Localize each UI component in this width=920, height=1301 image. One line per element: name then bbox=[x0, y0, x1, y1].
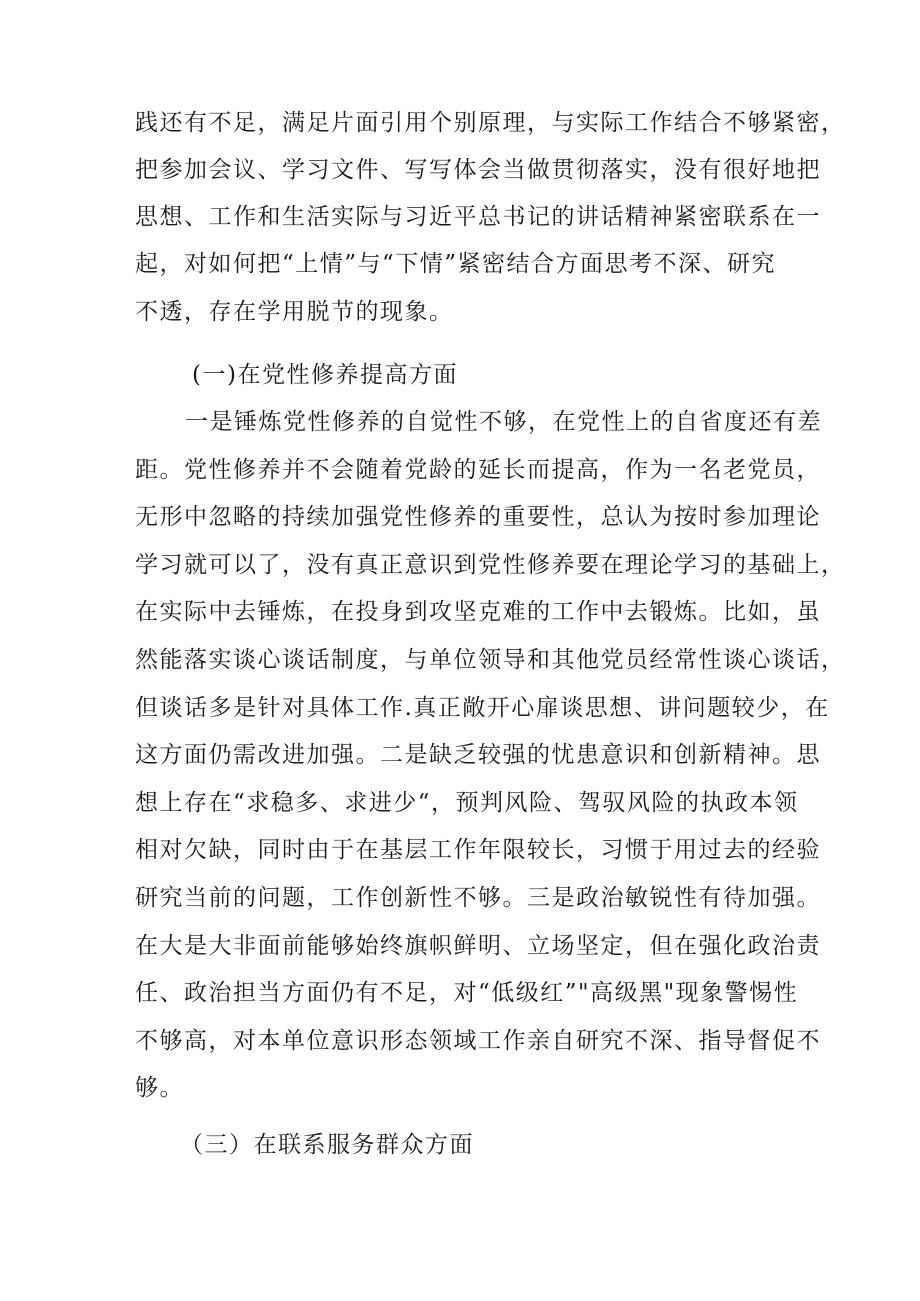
body-text-line: 学习就可以了，没有真正意识到党性修养要在理论学习的基础上， bbox=[135, 552, 846, 578]
body-text-line: 但谈话多是针对具体工作.真正敞开心扉谈思想、讲问题较少，在 bbox=[135, 695, 830, 721]
body-text-line: 起，对如何把“上情”与“下情”紧密结合方面思考不深、研究 bbox=[135, 251, 777, 277]
body-text-line: 把参加会议、学习文件、写写体会当做贯彻落实，没有很好地把 bbox=[135, 157, 821, 183]
body-text-line: 距。党性修养并不会随着党龄的延长而提高，作为一名老党员， bbox=[135, 457, 821, 483]
body-text-line: 在实际中去锤炼，在投身到攻坚克难的工作中去锻炼。比如，虽 bbox=[135, 599, 821, 625]
body-text-line: 相对欠缺，同时由于在基层工作年限较长，习惯于用过去的经验 bbox=[135, 837, 821, 863]
body-text-line: 不够高，对本单位意识形态领域工作亲自研究不深、指导督促不 bbox=[135, 1028, 821, 1054]
body-text-line: 无形中忽略的持续加强党性修养的重要性，总认为按时参加理论 bbox=[135, 504, 821, 530]
body-text-line: 然能落实谈心谈话制度，与单位领导和其他党员经常性谈心谈话， bbox=[135, 647, 846, 673]
body-text-line: 一是锤炼党性修养的自觉性不够，在党性上的自省度还有差 bbox=[185, 409, 822, 435]
body-text-line: 够。 bbox=[135, 1075, 184, 1101]
body-text-line: 这方面仍需改进加强。二是缺乏较强的忧患意识和创新精神。思 bbox=[135, 742, 821, 768]
body-text-line: 任、政治担当方面仍有不足，对“低级红”"高级黑"现象警惕性 bbox=[135, 980, 799, 1006]
section-heading: （三）在联系服务群众方面 bbox=[180, 1132, 474, 1158]
body-text-line: 在大是大非面前能够始终旗帜鲜明、立场坚定，但在强化政治责 bbox=[135, 933, 821, 959]
section-heading: (一)在党性修养提高方面 bbox=[192, 362, 458, 388]
body-text-line: 践还有不足，满足片面引用个别原理，与实际工作结合不够紧密， bbox=[135, 110, 846, 136]
body-text-line: 不透，存在学用脱节的现象。 bbox=[135, 299, 454, 325]
body-text-line: 想上存在“求稳多、求进少“，预判风险、驾驭风险的执政本领 bbox=[135, 790, 799, 816]
body-text-line: 思想、工作和生活实际与习近平总书记的讲话精神紧密联系在一 bbox=[135, 204, 821, 230]
body-text-line: 研究当前的问题，工作创新性不够。三是政治敏锐性有待加强。 bbox=[135, 885, 821, 911]
